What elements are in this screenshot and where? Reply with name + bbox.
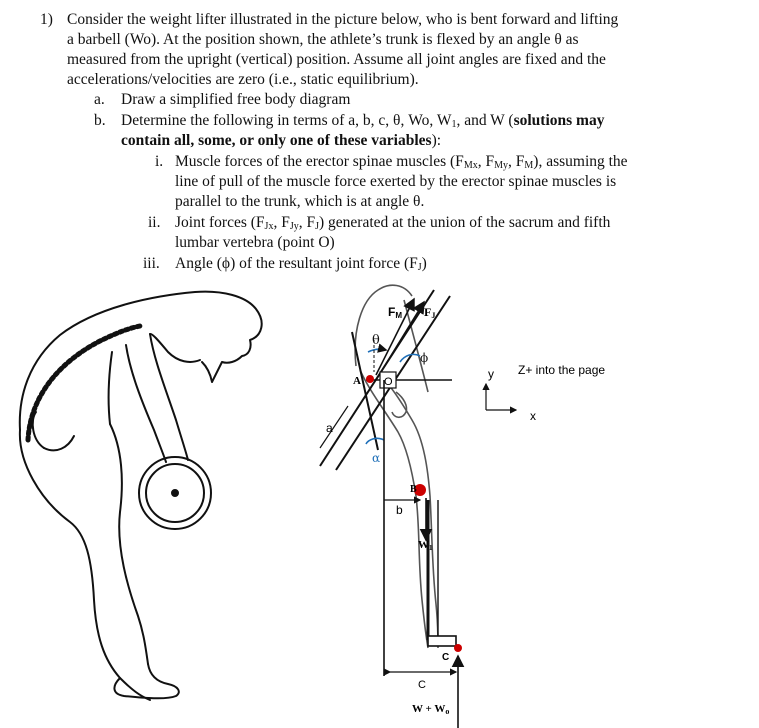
sub-i-s2: My <box>494 160 508 171</box>
part-b-marker: b. <box>94 112 106 129</box>
sub-ii-s2: Jy <box>289 221 299 232</box>
sub-i-pre: Muscle forces of the erector spinae muscles (F <box>175 153 464 170</box>
label-b-dim: b <box>396 503 403 517</box>
label-o-point: O <box>384 376 393 388</box>
sub-ii-s3: J <box>315 221 320 232</box>
label-b-point: B <box>410 484 417 495</box>
label-phi: ϕ <box>420 351 429 365</box>
part-b-text-end: ): <box>431 132 442 149</box>
label-fm: FM <box>388 305 403 320</box>
label-c-dim: C <box>418 679 426 691</box>
sub-i-line-2: line of pull of the muscle force exerted by the erector spinae muscles is <box>175 173 617 190</box>
sub-ii-c2: , F <box>298 214 316 231</box>
sub-iii-marker: iii. <box>143 255 160 272</box>
question-line-4: accelerations/velocities are zero (i.e., static equilibrium). <box>67 71 419 88</box>
label-axis-x: x <box>530 409 536 423</box>
sub-i-s1: Mx <box>463 160 478 171</box>
sub-ii-marker: ii. <box>148 214 161 231</box>
label-fj: FJ <box>424 305 436 320</box>
sub-i-c1: , F <box>477 153 495 170</box>
part-b-text-mid: , and W ( <box>456 112 514 129</box>
question-line-3: measured from the upright (vertical) position. Assume all joint angles are fixed and the <box>67 51 606 68</box>
sub-i-s3: M <box>524 160 534 171</box>
side-body-outline <box>355 285 438 648</box>
part-b-bold-2: contain all, some, or only one of these variables <box>121 132 432 149</box>
athlete-illustration <box>20 292 262 700</box>
sub-iii-s1: J <box>417 262 422 273</box>
part-b-bold-1: solutions may <box>513 112 605 129</box>
part-b-text-pre: Determine the following in terms of a, b, c, θ, Wo, W <box>121 112 452 129</box>
label-theta: θ <box>372 333 380 348</box>
point-a-marker <box>366 375 374 383</box>
question-number: 1) <box>40 11 53 28</box>
sub-i-post: ), assuming the <box>533 153 628 170</box>
label-w-plus-wo: W + Wo <box>412 703 450 716</box>
dimension-a-line <box>320 406 348 448</box>
sub-i-line-3: parallel to the trunk, which is at angle θ. <box>175 193 425 210</box>
sub-ii-pre: Joint forces (F <box>175 214 265 231</box>
theta-arc <box>368 349 386 352</box>
foot-block <box>428 636 456 646</box>
sub-ii-line-2: lumbar vertebra (point O) <box>175 234 335 251</box>
label-a-dim: a <box>326 421 333 435</box>
sub-ii-c1: , F <box>273 214 290 231</box>
point-c-marker <box>454 644 462 652</box>
label-alpha: α <box>372 451 381 465</box>
part-a-text: Draw a simplified free body diagram <box>121 91 351 108</box>
label-axis-z-note: Z+ into the page <box>518 363 606 377</box>
sub-ii-post: ) generated at the union of the sacrum and fifth <box>319 214 611 231</box>
label-a-point: A <box>353 375 361 387</box>
sub-iii-post: ) <box>421 255 427 272</box>
label-axis-y: y <box>488 367 494 381</box>
question-line-1: Consider the weight lifter illustrated in the picture below, who is bent forward and lifting <box>67 11 619 28</box>
sub-iii-pre: Angle (ϕ) of the resultant joint force (F <box>175 255 418 272</box>
part-b-sub: 1 <box>451 119 457 130</box>
label-w1: W1 <box>418 539 433 552</box>
sub-i-marker: i. <box>155 153 164 170</box>
part-a-marker: a. <box>94 91 105 108</box>
sub-i-c2: , F <box>508 153 525 170</box>
sub-ii-s1: Jx <box>264 221 274 232</box>
label-c-point: C <box>442 652 450 663</box>
alpha-arc <box>366 438 384 444</box>
question-line-2: a barbell (Wo). At the position shown, the athlete’s trunk is flexed by an angle θ as <box>67 31 579 48</box>
